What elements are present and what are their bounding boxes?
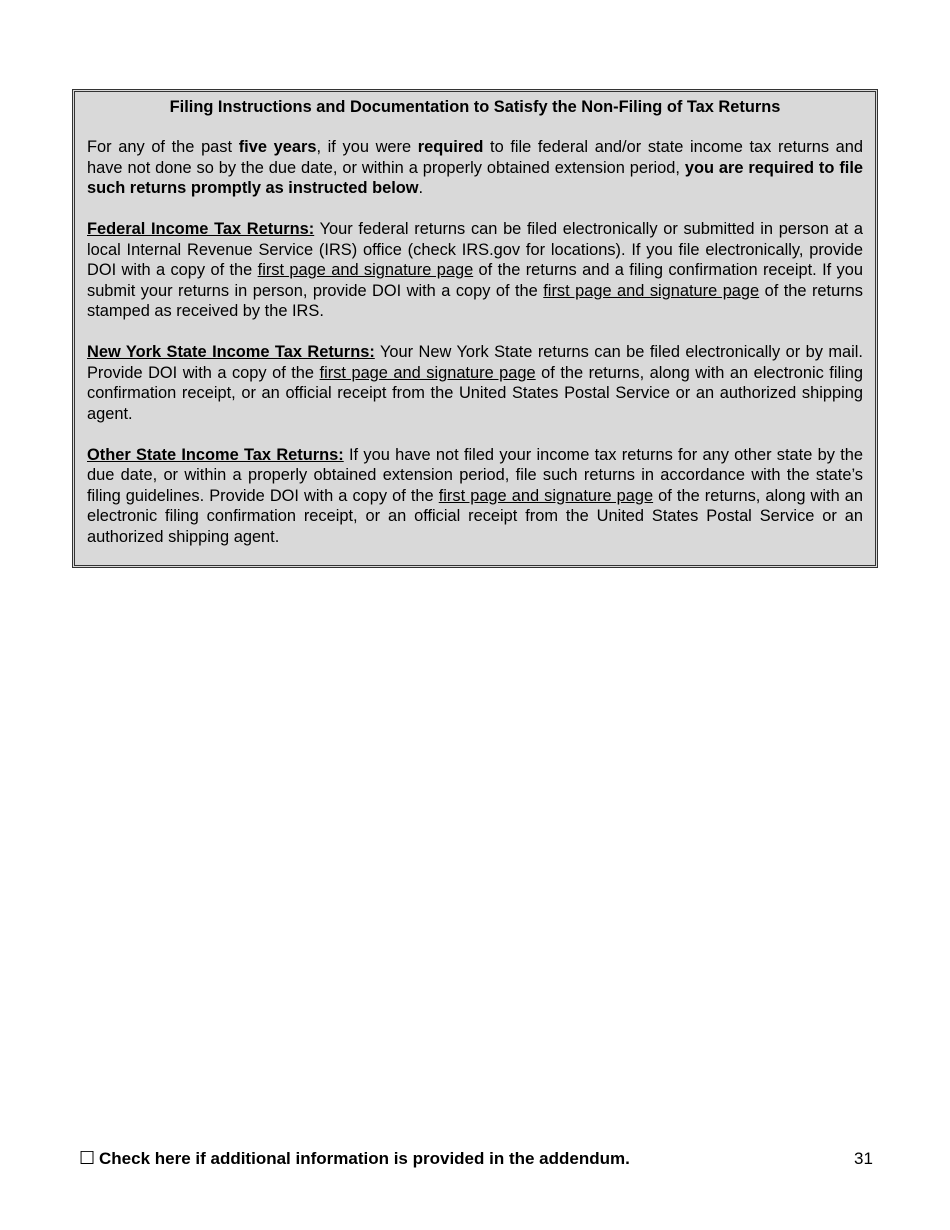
intro-emphasis-required: required [417, 138, 484, 156]
new-york-underlined-text: first page and signature page [319, 363, 536, 382]
addendum-checkbox-label: Check here if additional information is provided in the addendum. [99, 1149, 630, 1168]
intro-text: , if you were [316, 138, 418, 156]
other-state-text: If you have not filed your income tax returns for any other state by the due date, or within a properly obtained extension period, file such returns in accordance with the state’s filing guidelines. Provide DOI with a copy of the [87, 445, 863, 505]
intro-emphasis-file-promptly: you are required to file such returns promptly as instructed below [87, 158, 863, 197]
new-york-heading: New York State Income Tax Returns: [87, 343, 375, 361]
federal-text: of the returns stamped as received by the IRS. [87, 281, 863, 320]
intro-emphasis-five-years: five years [238, 138, 317, 156]
federal-heading: Federal Income Tax Returns: [87, 220, 315, 238]
federal-underlined-text: first page and signature page [257, 261, 474, 279]
federal-paragraph [87, 219, 863, 322]
other-state-underlined-text: first page and signature page [438, 486, 654, 505]
addendum-check-row [79, 1148, 630, 1170]
new-york-text: of the returns, along with an electronic filing confirmation receipt, or an official receipt from the United States Postal Service or an authorized shipping agent. [87, 363, 864, 423]
federal-text: of the returns and a filing confirmation receipt. If you submit your returns in person, provide DOI with a copy of the [87, 261, 863, 300]
new-york-text: Your New York State returns can be filed electronically or by mail. Provide DOI with a copy of the [87, 343, 863, 382]
intro-text: . [418, 179, 424, 197]
addendum-checkbox[interactable]: ☐ [79, 1148, 96, 1169]
other-state-heading: Other State Income Tax Returns: [87, 445, 344, 464]
filing-instructions-box [72, 89, 878, 568]
other-state-paragraph [87, 445, 863, 548]
intro-paragraph [87, 137, 863, 199]
intro-text: For any of the past [87, 138, 239, 156]
new-york-paragraph [87, 342, 863, 424]
page-number: 31 [854, 1149, 873, 1168]
other-state-text: of the returns, along with an electronic filing confirmation receipt, or an official receipt from the United States Postal Service or an authorized shipping agent. [87, 486, 864, 546]
federal-underlined-text: first page and signature page [543, 281, 760, 300]
box-title: Filing Instructions and Documentation to Satisfy the Non-Filing of Tax Returns [169, 98, 781, 116]
federal-text: Your federal returns can be filed electronically or submitted in person at a local Internal Revenue Service (IRS) office (check IRS.gov for locations). If you file electronically, provide DOI with a copy of the [87, 220, 863, 279]
intro-text: to file federal and/or state income tax returns and have not done so by the due date, or within a properly obtained extension period, [87, 138, 864, 177]
